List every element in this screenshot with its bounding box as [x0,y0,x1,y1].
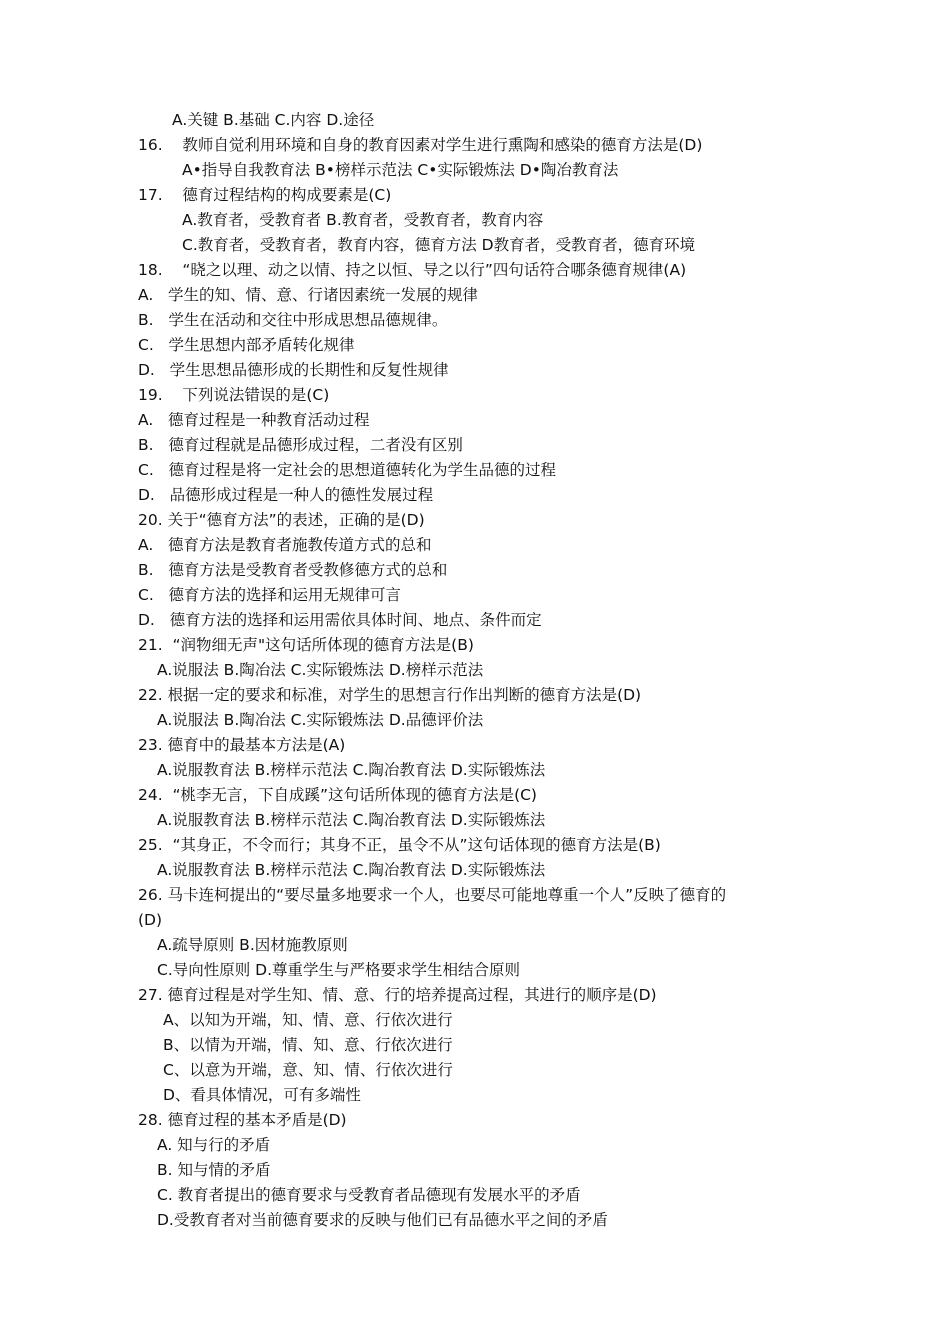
q25-question: 25. “其身正，不令而行；其身不正，虽令不从”这句话体现的德育方法是(B) [138,836,661,854]
q22-question: 22. 根据一定的要求和标准，对学生的思想言行作出判断的德育方法是(D) [138,686,642,704]
q17-question: 17. 德育过程结构的构成要素是(C) [138,186,392,204]
q21-options: A.说服法 B.陶冶法 C.实际锻炼法 D.榜样示范法 [157,661,484,679]
q28-question: 28. 德育过程的基本矛盾是(D) [138,1111,347,1129]
q19-option-d: D. 品德形成过程是一种人的德性发展过程 [138,486,434,504]
q17-options-ab: A.教育者，受教育者 B.教育者，受教育者，教育内容 [182,211,544,229]
q28-option-d: D.受教育者对当前德育要求的反映与他们已有品德水平之间的矛盾 [157,1211,608,1229]
q27-question: 27. 德育过程是对学生知、情、意、行的培养提高过程，其进行的顺序是(D) [138,986,657,1004]
q21-question: 21. “润物细无声"这句话所体现的德育方法是(B) [138,636,474,654]
q25-options: A.说服教育法 B.榜样示范法 C.陶冶教育法 D.实际锻炼法 [157,861,546,879]
q22-options: A.说服法 B.陶冶法 C.实际锻炼法 D.品德评价法 [157,711,484,729]
q28-option-b: B. 知与情的矛盾 [157,1161,271,1179]
q27-option-b: B、以情为开端，情、知、意、行依次进行 [163,1036,453,1054]
q20-option-c: C. 德育方法的选择和运用无规律可言 [138,586,402,604]
q23-question: 23. 德育中的最基本方法是(A) [138,736,346,754]
q20-question: 20. 关于“德育方法”的表述，正确的是(D) [138,511,425,529]
question-list [0,108,950,1233]
q26-options-ab: A.疏导原则 B.因材施教原则 [157,936,348,954]
q26-options-cd: C.导向性原则 D.尊重学生与严格要求学生相结合原则 [157,961,521,979]
q23-options: A.说服教育法 B.榜样示范法 C.陶冶教育法 D.实际锻炼法 [157,761,546,779]
q19-option-c: C. 德育过程是将一定社会的思想道德转化为学生品德的过程 [138,461,557,479]
q27-option-a: A、以知为开端，知、情、意、行依次进行 [163,1011,453,1029]
q20-option-d: D. 德育方法的选择和运用需依具体时间、地点、条件而定 [138,611,542,629]
q28-option-c: C. 教育者提出的德育要求与受教育者品德现有发展水平的矛盾 [157,1186,581,1204]
q18-option-c: C. 学生思想内部矛盾转化规律 [138,336,355,354]
q18-question: 18. “晓之以理、动之以情、持之以恒、导之以行”四句话符合哪条德育规律(A) [138,261,687,279]
q18-option-b: B. 学生在活动和交往中形成思想品德规律。 [138,311,448,329]
q19-option-a: A. 德育过程是一种教育活动过程 [138,411,370,429]
q27-option-c: C、以意为开端，意、知、情、行依次进行 [163,1061,453,1079]
q24-question: 24. “桃李无言，下自成蹊”这句话所体现的德育方法是(C) [138,786,537,804]
q26-answer: (D) [138,911,163,929]
q15-options: A.关键 B.基础 C.内容 D.途径 [172,111,375,129]
q20-option-b: B. 德育方法是受教育者受教修德方式的总和 [138,561,448,579]
q24-options: A.说服教育法 B.榜样示范法 C.陶冶教育法 D.实际锻炼法 [157,811,546,829]
q20-option-a: A. 德育方法是教育者施教传道方式的总和 [138,536,432,554]
q19-question: 19. 下列说法错误的是(C) [138,386,330,404]
q26-question: 26. 马卡连柯提出的“要尽量多地要求一个人，也要尽可能地尊重一个人”反映了德育的 [138,886,727,904]
q28-option-a: A. 知与行的矛盾 [157,1136,271,1154]
q18-option-a: A. 学生的知、情、意、行诸因素统一发展的规律 [138,286,479,304]
q19-option-b: B. 德育过程就是品德形成过程，二者没有区别 [138,436,463,454]
q17-options-cd: C.教育者，受教育者，教育内容，德育方法 D教育者，受教育者，德育环境 [182,236,696,254]
q18-option-d: D. 学生思想品德形成的长期性和反复性规律 [138,361,449,379]
q27-option-d: D、看具体情况，可有多端性 [163,1086,361,1104]
q16-question: 16. 教师自觉利用环境和自身的教育因素对学生进行熏陶和感染的德育方法是(D) [138,136,703,154]
q16-options: A•指导自我教育法 B•榜样示范法 C•实际锻炼法 D•陶冶教育法 [182,161,619,179]
